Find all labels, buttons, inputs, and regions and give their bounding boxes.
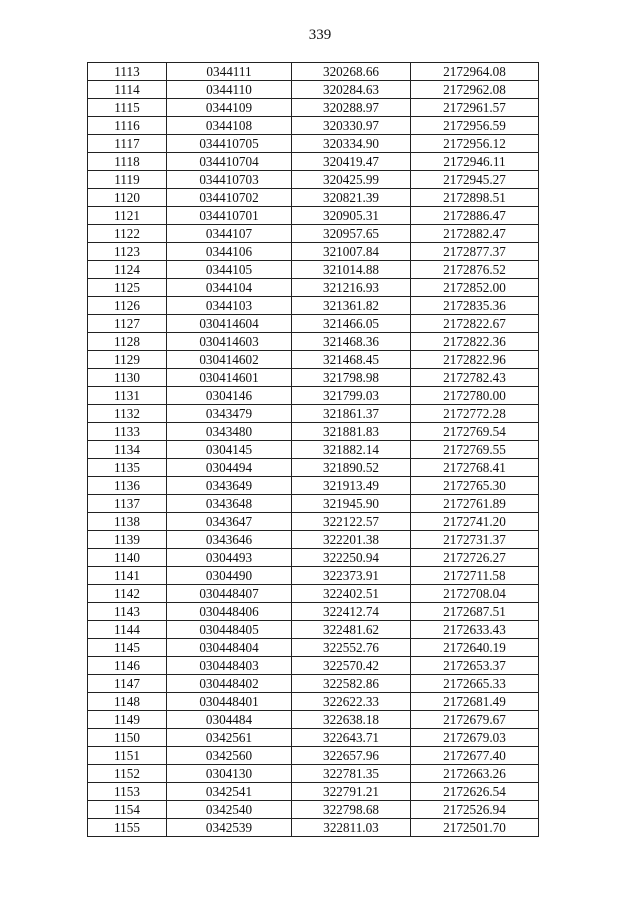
point-code-cell: 0342541 xyxy=(167,783,292,801)
table-row xyxy=(88,441,539,459)
y-coordinate-cell: 2172782.43 xyxy=(411,369,539,387)
point-number-cell: 1151 xyxy=(88,747,167,765)
y-coordinate-cell: 2172822.36 xyxy=(411,333,539,351)
point-number-cell: 1145 xyxy=(88,639,167,657)
point-number-cell: 1140 xyxy=(88,549,167,567)
x-coordinate-cell: 320821.39 xyxy=(292,189,411,207)
table-row xyxy=(88,819,539,837)
y-coordinate-cell: 2172687.51 xyxy=(411,603,539,621)
point-number-cell: 1141 xyxy=(88,567,167,585)
y-coordinate-cell: 2172852.00 xyxy=(411,279,539,297)
point-number-cell: 1154 xyxy=(88,801,167,819)
point-number-cell: 1127 xyxy=(88,315,167,333)
point-code-cell: 0343647 xyxy=(167,513,292,531)
y-coordinate-cell: 2172964.08 xyxy=(411,63,539,81)
point-code-cell: 0343479 xyxy=(167,405,292,423)
point-code-cell: 030448402 xyxy=(167,675,292,693)
x-coordinate-cell: 322791.21 xyxy=(292,783,411,801)
point-number-cell: 1142 xyxy=(88,585,167,603)
point-code-cell: 034410702 xyxy=(167,189,292,207)
y-coordinate-cell: 2172677.40 xyxy=(411,747,539,765)
point-code-cell: 034410701 xyxy=(167,207,292,225)
x-coordinate-cell: 322402.51 xyxy=(292,585,411,603)
y-coordinate-cell: 2172882.47 xyxy=(411,225,539,243)
point-number-cell: 1149 xyxy=(88,711,167,729)
x-coordinate-cell: 320284.63 xyxy=(292,81,411,99)
table-row xyxy=(88,639,539,657)
x-coordinate-cell: 322250.94 xyxy=(292,549,411,567)
point-number-cell: 1153 xyxy=(88,783,167,801)
table-row xyxy=(88,747,539,765)
table-row xyxy=(88,207,539,225)
point-number-cell: 1114 xyxy=(88,81,167,99)
y-coordinate-cell: 2172665.33 xyxy=(411,675,539,693)
x-coordinate-cell: 320288.97 xyxy=(292,99,411,117)
x-coordinate-cell: 321882.14 xyxy=(292,441,411,459)
x-coordinate-cell: 321007.84 xyxy=(292,243,411,261)
y-coordinate-cell: 2172962.08 xyxy=(411,81,539,99)
point-number-cell: 1132 xyxy=(88,405,167,423)
point-number-cell: 1122 xyxy=(88,225,167,243)
y-coordinate-cell: 2172898.51 xyxy=(411,189,539,207)
point-code-cell: 0304146 xyxy=(167,387,292,405)
point-code-cell: 030448404 xyxy=(167,639,292,657)
table-row xyxy=(88,657,539,675)
y-coordinate-cell: 2172731.37 xyxy=(411,531,539,549)
point-code-cell: 030414603 xyxy=(167,333,292,351)
table-row xyxy=(88,531,539,549)
point-number-cell: 1117 xyxy=(88,135,167,153)
point-code-cell: 0344105 xyxy=(167,261,292,279)
table-row xyxy=(88,333,539,351)
point-code-cell: 034410704 xyxy=(167,153,292,171)
point-number-cell: 1125 xyxy=(88,279,167,297)
table-row xyxy=(88,693,539,711)
y-coordinate-cell: 2172961.57 xyxy=(411,99,539,117)
table-row xyxy=(88,243,539,261)
x-coordinate-cell: 322412.74 xyxy=(292,603,411,621)
y-coordinate-cell: 2172956.59 xyxy=(411,117,539,135)
x-coordinate-cell: 322798.68 xyxy=(292,801,411,819)
x-coordinate-cell: 321468.45 xyxy=(292,351,411,369)
table-row xyxy=(88,477,539,495)
x-coordinate-cell: 322373.91 xyxy=(292,567,411,585)
y-coordinate-cell: 2172765.30 xyxy=(411,477,539,495)
table-row xyxy=(88,189,539,207)
point-code-cell: 034410703 xyxy=(167,171,292,189)
y-coordinate-cell: 2172726.27 xyxy=(411,549,539,567)
y-coordinate-cell: 2172708.04 xyxy=(411,585,539,603)
x-coordinate-cell: 321945.90 xyxy=(292,495,411,513)
x-coordinate-cell: 320957.65 xyxy=(292,225,411,243)
table-row xyxy=(88,117,539,135)
y-coordinate-cell: 2172633.43 xyxy=(411,621,539,639)
point-number-cell: 1139 xyxy=(88,531,167,549)
point-number-cell: 1136 xyxy=(88,477,167,495)
x-coordinate-cell: 320268.66 xyxy=(292,63,411,81)
x-coordinate-cell: 322552.76 xyxy=(292,639,411,657)
x-coordinate-cell: 320330.97 xyxy=(292,117,411,135)
point-code-cell: 0344103 xyxy=(167,297,292,315)
table-row xyxy=(88,297,539,315)
point-number-cell: 1130 xyxy=(88,369,167,387)
y-coordinate-cell: 2172946.11 xyxy=(411,153,539,171)
table-row xyxy=(88,567,539,585)
table-row xyxy=(88,99,539,117)
point-code-cell: 034410705 xyxy=(167,135,292,153)
point-number-cell: 1113 xyxy=(88,63,167,81)
point-code-cell: 0344104 xyxy=(167,279,292,297)
table-row xyxy=(88,675,539,693)
point-code-cell: 0342540 xyxy=(167,801,292,819)
point-code-cell: 030414602 xyxy=(167,351,292,369)
x-coordinate-cell: 320419.47 xyxy=(292,153,411,171)
point-number-cell: 1135 xyxy=(88,459,167,477)
point-number-cell: 1147 xyxy=(88,675,167,693)
table-row xyxy=(88,387,539,405)
point-code-cell: 0342539 xyxy=(167,819,292,837)
y-coordinate-cell: 2172679.03 xyxy=(411,729,539,747)
table-row xyxy=(88,63,539,81)
point-number-cell: 1116 xyxy=(88,117,167,135)
point-code-cell: 0304494 xyxy=(167,459,292,477)
point-code-cell: 030448405 xyxy=(167,621,292,639)
coordinates-table xyxy=(87,62,539,837)
point-number-cell: 1152 xyxy=(88,765,167,783)
point-code-cell: 0304493 xyxy=(167,549,292,567)
point-code-cell: 030414604 xyxy=(167,315,292,333)
y-coordinate-cell: 2172956.12 xyxy=(411,135,539,153)
table-row xyxy=(88,153,539,171)
x-coordinate-cell: 322570.42 xyxy=(292,657,411,675)
x-coordinate-cell: 321466.05 xyxy=(292,315,411,333)
point-code-cell: 0304145 xyxy=(167,441,292,459)
table-row xyxy=(88,369,539,387)
y-coordinate-cell: 2172526.94 xyxy=(411,801,539,819)
point-code-cell: 030448406 xyxy=(167,603,292,621)
point-number-cell: 1126 xyxy=(88,297,167,315)
x-coordinate-cell: 322122.57 xyxy=(292,513,411,531)
x-coordinate-cell: 322638.18 xyxy=(292,711,411,729)
y-coordinate-cell: 2172681.49 xyxy=(411,693,539,711)
table-row xyxy=(88,225,539,243)
y-coordinate-cell: 2172768.41 xyxy=(411,459,539,477)
point-number-cell: 1118 xyxy=(88,153,167,171)
x-coordinate-cell: 322622.33 xyxy=(292,693,411,711)
y-coordinate-cell: 2172711.58 xyxy=(411,567,539,585)
x-coordinate-cell: 321890.52 xyxy=(292,459,411,477)
y-coordinate-cell: 2172835.36 xyxy=(411,297,539,315)
point-number-cell: 1150 xyxy=(88,729,167,747)
x-coordinate-cell: 322582.86 xyxy=(292,675,411,693)
point-code-cell: 0304484 xyxy=(167,711,292,729)
x-coordinate-cell: 320905.31 xyxy=(292,207,411,225)
point-number-cell: 1119 xyxy=(88,171,167,189)
x-coordinate-cell: 320425.99 xyxy=(292,171,411,189)
x-coordinate-cell: 322781.35 xyxy=(292,765,411,783)
point-code-cell: 0343648 xyxy=(167,495,292,513)
page-number: 339 xyxy=(308,27,332,43)
point-number-cell: 1133 xyxy=(88,423,167,441)
x-coordinate-cell: 321798.98 xyxy=(292,369,411,387)
point-number-cell: 1124 xyxy=(88,261,167,279)
point-number-cell: 1146 xyxy=(88,657,167,675)
point-code-cell: 030448403 xyxy=(167,657,292,675)
y-coordinate-cell: 2172679.67 xyxy=(411,711,539,729)
point-number-cell: 1134 xyxy=(88,441,167,459)
table-row xyxy=(88,603,539,621)
point-number-cell: 1143 xyxy=(88,603,167,621)
point-code-cell: 030414601 xyxy=(167,369,292,387)
x-coordinate-cell: 322481.62 xyxy=(292,621,411,639)
point-number-cell: 1148 xyxy=(88,693,167,711)
table-row xyxy=(88,513,539,531)
x-coordinate-cell: 321468.36 xyxy=(292,333,411,351)
point-code-cell: 0343649 xyxy=(167,477,292,495)
point-code-cell: 0344106 xyxy=(167,243,292,261)
point-number-cell: 1121 xyxy=(88,207,167,225)
y-coordinate-cell: 2172876.52 xyxy=(411,261,539,279)
y-coordinate-cell: 2172822.67 xyxy=(411,315,539,333)
point-number-cell: 1129 xyxy=(88,351,167,369)
point-code-cell: 0344108 xyxy=(167,117,292,135)
x-coordinate-cell: 321014.88 xyxy=(292,261,411,279)
table-row xyxy=(88,423,539,441)
table-row xyxy=(88,135,539,153)
point-code-cell: 030448407 xyxy=(167,585,292,603)
table-row xyxy=(88,585,539,603)
table-row xyxy=(88,729,539,747)
table-row xyxy=(88,801,539,819)
point-code-cell: 0343646 xyxy=(167,531,292,549)
point-number-cell: 1120 xyxy=(88,189,167,207)
x-coordinate-cell: 322657.96 xyxy=(292,747,411,765)
x-coordinate-cell: 321913.49 xyxy=(292,477,411,495)
table-row xyxy=(88,621,539,639)
point-number-cell: 1155 xyxy=(88,819,167,837)
point-number-cell: 1144 xyxy=(88,621,167,639)
table-row xyxy=(88,315,539,333)
y-coordinate-cell: 2172822.96 xyxy=(411,351,539,369)
table-row xyxy=(88,405,539,423)
table-row xyxy=(88,495,539,513)
table-row xyxy=(88,261,539,279)
y-coordinate-cell: 2172769.55 xyxy=(411,441,539,459)
point-code-cell: 0343480 xyxy=(167,423,292,441)
y-coordinate-cell: 2172772.28 xyxy=(411,405,539,423)
x-coordinate-cell: 320334.90 xyxy=(292,135,411,153)
y-coordinate-cell: 2172886.47 xyxy=(411,207,539,225)
table-row xyxy=(88,783,539,801)
y-coordinate-cell: 2172653.37 xyxy=(411,657,539,675)
point-code-cell: 0344110 xyxy=(167,81,292,99)
table-row xyxy=(88,765,539,783)
y-coordinate-cell: 2172780.00 xyxy=(411,387,539,405)
y-coordinate-cell: 2172501.70 xyxy=(411,819,539,837)
y-coordinate-cell: 2172761.89 xyxy=(411,495,539,513)
point-number-cell: 1138 xyxy=(88,513,167,531)
table-row xyxy=(88,81,539,99)
point-code-cell: 0344111 xyxy=(167,63,292,81)
y-coordinate-cell: 2172769.54 xyxy=(411,423,539,441)
table-row xyxy=(88,171,539,189)
table-body xyxy=(88,63,539,837)
point-number-cell: 1115 xyxy=(88,99,167,117)
x-coordinate-cell: 321799.03 xyxy=(292,387,411,405)
x-coordinate-cell: 321881.83 xyxy=(292,423,411,441)
y-coordinate-cell: 2172877.37 xyxy=(411,243,539,261)
table-row xyxy=(88,351,539,369)
point-code-cell: 0342561 xyxy=(167,729,292,747)
y-coordinate-cell: 2172663.26 xyxy=(411,765,539,783)
x-coordinate-cell: 321216.93 xyxy=(292,279,411,297)
x-coordinate-cell: 322811.03 xyxy=(292,819,411,837)
table-row xyxy=(88,711,539,729)
x-coordinate-cell: 322201.38 xyxy=(292,531,411,549)
table-row xyxy=(88,279,539,297)
table-row xyxy=(88,549,539,567)
table-row xyxy=(88,459,539,477)
point-number-cell: 1137 xyxy=(88,495,167,513)
point-code-cell: 030448401 xyxy=(167,693,292,711)
point-number-cell: 1123 xyxy=(88,243,167,261)
y-coordinate-cell: 2172945.27 xyxy=(411,171,539,189)
x-coordinate-cell: 321361.82 xyxy=(292,297,411,315)
point-code-cell: 0304490 xyxy=(167,567,292,585)
x-coordinate-cell: 321861.37 xyxy=(292,405,411,423)
y-coordinate-cell: 2172741.20 xyxy=(411,513,539,531)
point-number-cell: 1131 xyxy=(88,387,167,405)
point-number-cell: 1128 xyxy=(88,333,167,351)
x-coordinate-cell: 322643.71 xyxy=(292,729,411,747)
point-code-cell: 0304130 xyxy=(167,765,292,783)
y-coordinate-cell: 2172640.19 xyxy=(411,639,539,657)
point-code-cell: 0344107 xyxy=(167,225,292,243)
point-code-cell: 0342560 xyxy=(167,747,292,765)
point-code-cell: 0344109 xyxy=(167,99,292,117)
y-coordinate-cell: 2172626.54 xyxy=(411,783,539,801)
